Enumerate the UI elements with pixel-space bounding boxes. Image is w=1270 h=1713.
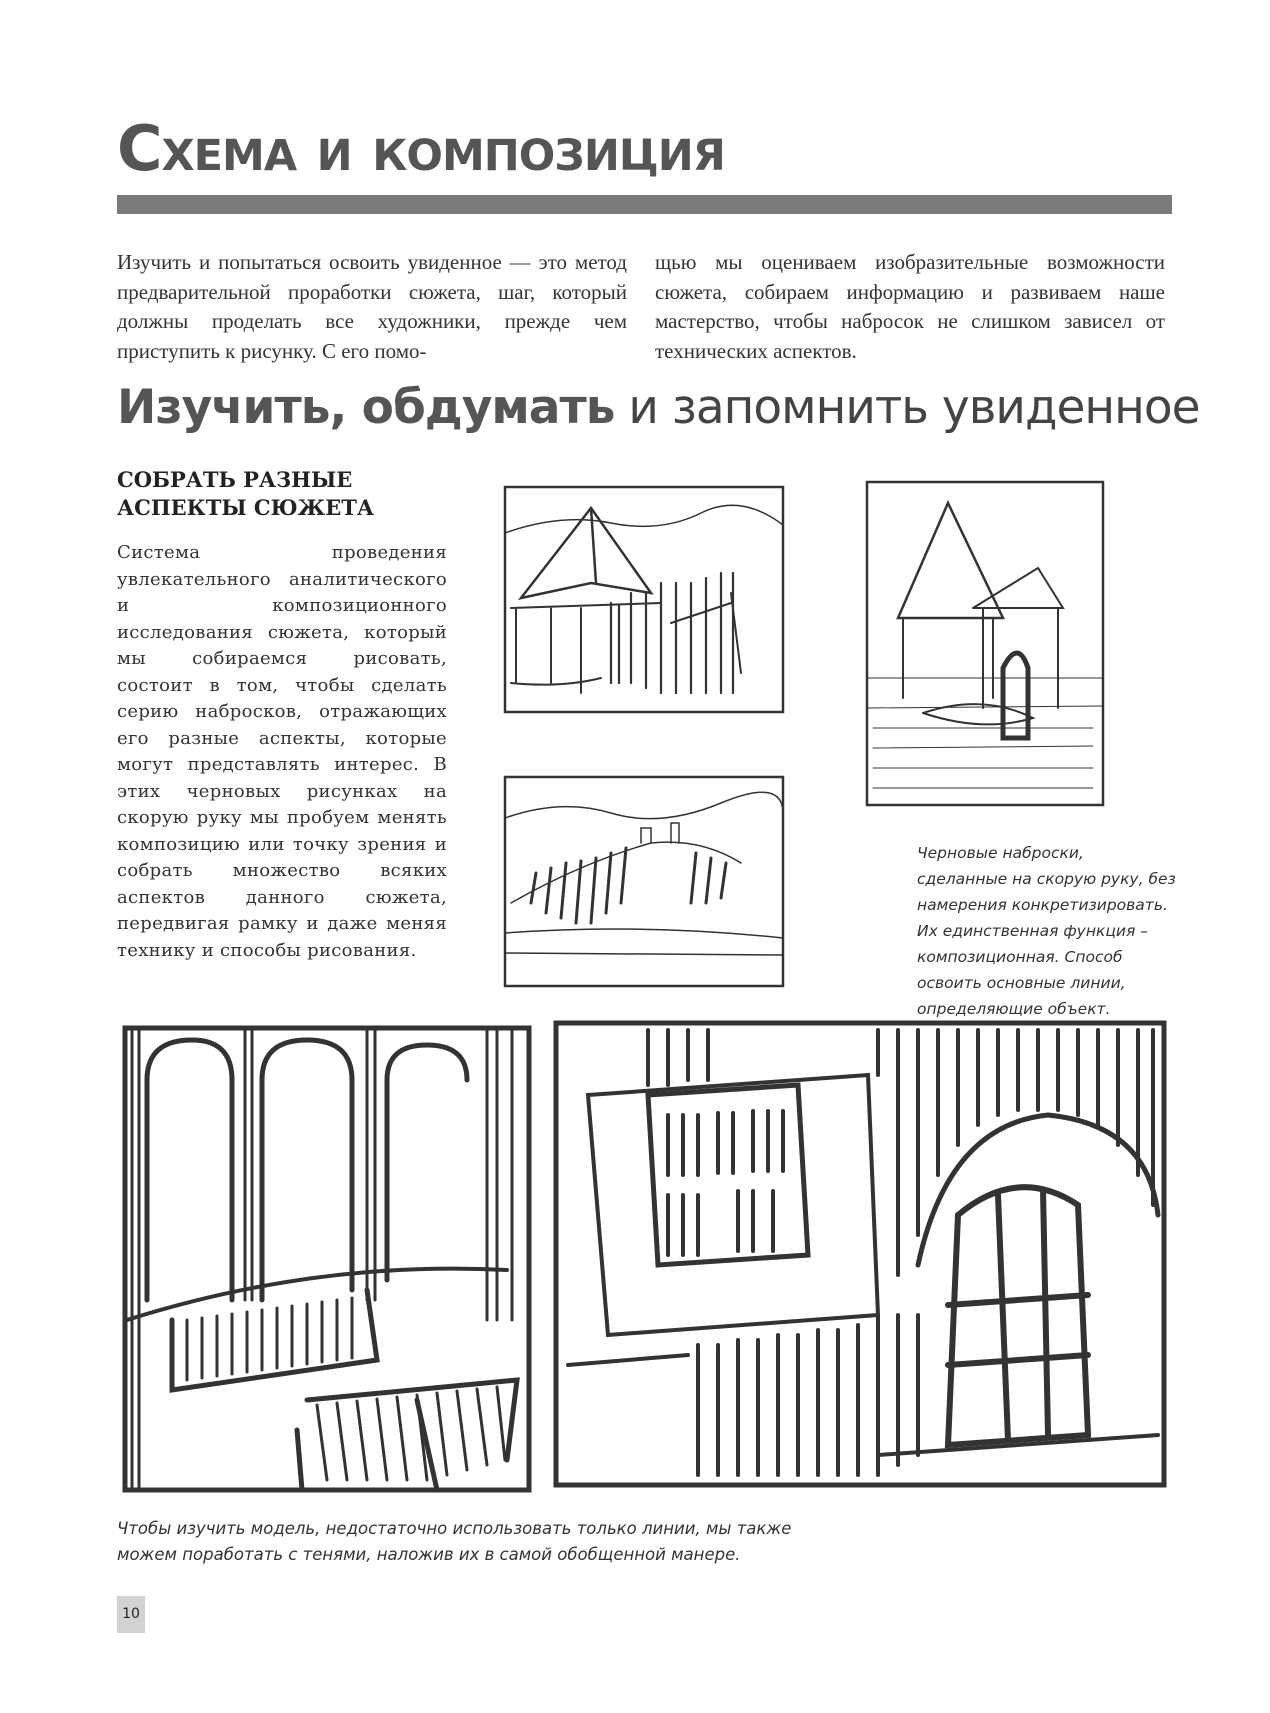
section-title-bold: Изучить, обдумать [117, 380, 615, 435]
subsection-heading [117, 466, 374, 522]
sketches-caption: Черновые наброски, сделанные на скорую руку, без намерения конкретизировать. Их единственная функция – композиционная. Способ освоить основные линии, определяющие объект. [917, 844, 1176, 1018]
sketch-chapel [863, 478, 1107, 809]
section-title [117, 380, 1200, 435]
sketch-arcade-bench [117, 1020, 537, 1498]
sketch-courtyard-window [548, 1015, 1172, 1493]
page-title: Схема и композиция [117, 112, 725, 185]
intro-column-right: щью мы оцениваем изобразительные возможности сюжета, собираем информацию и развиваем наше мастерство, чтобы набросок не слишком зависел от технических аспектов. [655, 250, 1165, 363]
subsection-heading-line2: АСПЕКТЫ СЮЖЕТА [117, 495, 374, 520]
sketch-house-hills [501, 483, 787, 716]
section-title-regular: и запомнить увиденное [614, 380, 1200, 435]
subsection-heading-line1: СОБРАТЬ РАЗНЫЕ [117, 467, 353, 492]
title-rule [117, 195, 1172, 214]
page-number: 10 [117, 1596, 145, 1633]
sketch-landscape [501, 773, 787, 990]
intro-column-left: Изучить и попытаться освоить увиденное — это метод предварительной проработки сюжета, шаг, который должны проделать все художники, прежде чем приступить к рисунку. С его помо- [117, 250, 627, 363]
body-text: Система проведения увлекательного аналитического и композиционного исследования сюжета, который мы собираемся рисовать, состоит в том, чтобы сделать серию набросков, отражающих его разные аспекты, которые могут представлять интерес. В этих черновых рисунках на скорую руку мы пробуем менять композицию или точку зрения и собрать множество всяких аспектов данного сюжета, передвигая рамку и даже меняя технику и способы рисования. [117, 542, 447, 961]
shading-caption: Чтобы изучить модель, недостаточно использовать только линии, мы также можем поработать с тенями, наложив их в самой обобщенной манере. [117, 1519, 792, 1564]
